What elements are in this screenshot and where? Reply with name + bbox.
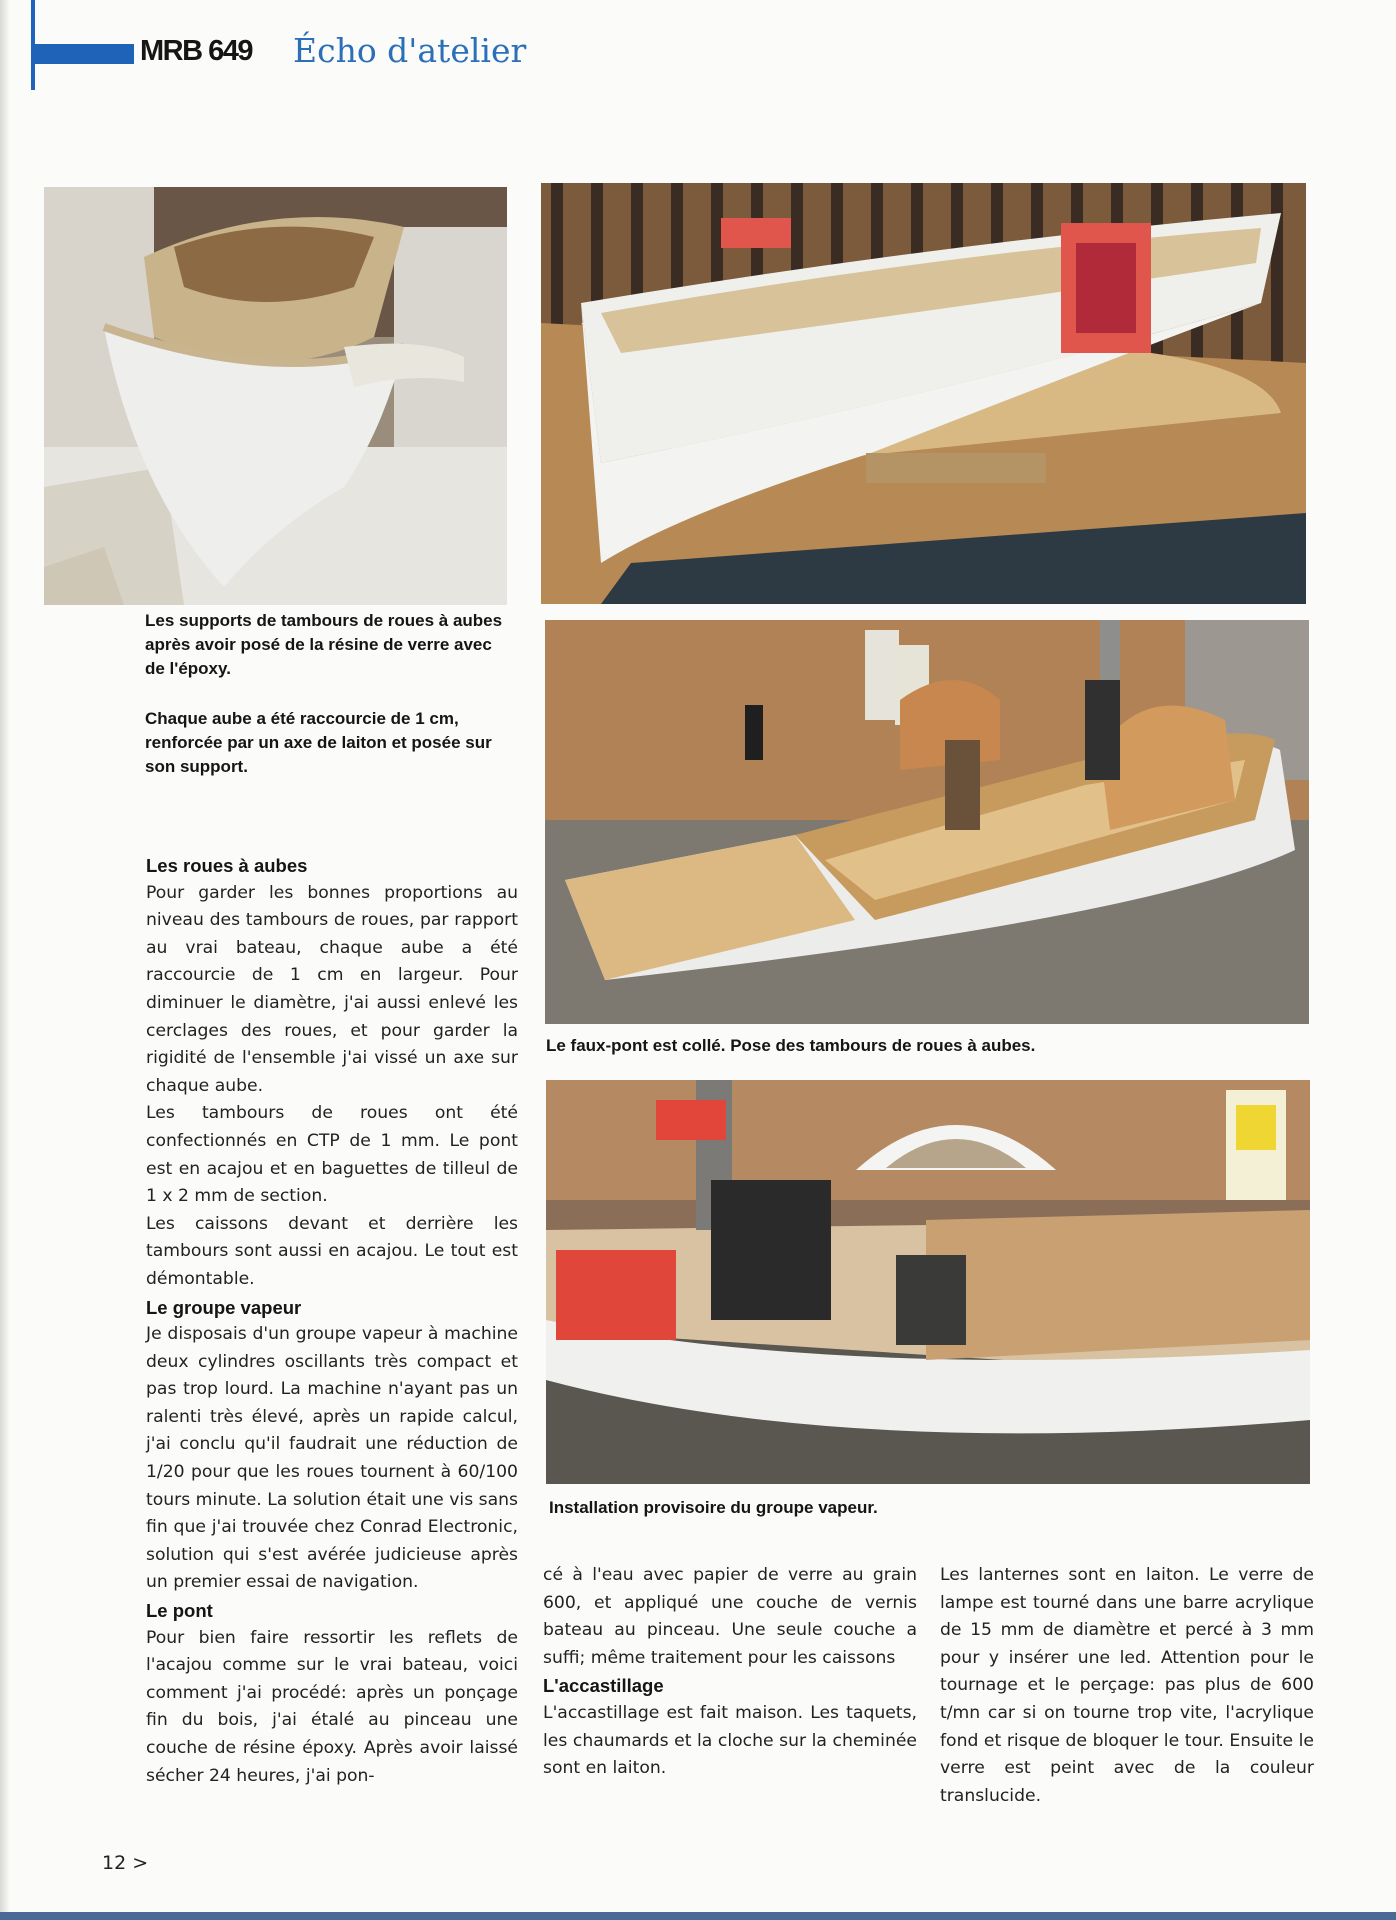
page-number: 12 > <box>102 1852 149 1874</box>
caption-photo4: Installation provisoire du groupe vapeur. <box>549 1498 878 1517</box>
heading-vapeur: Le groupe vapeur <box>146 1296 302 1318</box>
paragraph-lanternes: Les lanternes sont en laiton. Le verre de lampe est tourné dans une barre acrylique de 15 mm de diamètre et percé à 3 mm pour y insérer une led. Attention pour le tournage et le perçage: pas plus de 600 t/mn car si on tourne trop vite, l'acrylique fond et risque de bloquer le tour. Ensuite le verre est peint avec de la couleur translucide. <box>940 1565 1314 1806</box>
heading-roues: Les roues à aubes <box>146 855 308 876</box>
steam-engine-photo <box>546 1080 1310 1484</box>
magazine-issue: MRB 649 <box>140 35 252 67</box>
article-column-3 <box>940 1562 1314 1810</box>
false-deck-photo <box>545 620 1309 1024</box>
paragraph-roues-1: Pour garder les bonnes proportions au niveau des tambours de roues, par rapport au vrai bateau, chaque aube a été raccourcie de 1 cm en largeur. Pour diminuer le diamètre, j'ai aussi enlevé les cerclages des roues, et pour garder la rigidité de l'ensemble j'ai vissé un axe sur chaque aube. <box>146 882 518 1096</box>
hull-side-photo <box>541 183 1306 604</box>
paragraph-accastillage: L'accastillage est fait maison. Les taquets, les chaumards et la cloche sur la cheminée sont en laiton. <box>543 1702 917 1779</box>
page-gutter-shadow <box>0 0 10 1920</box>
page-bottom-edge <box>0 1912 1396 1920</box>
caption-photo1-b: Chaque aube a été raccourcie de 1 cm, renforcée par un axe de laiton et posée sur son support. <box>145 709 492 776</box>
paragraph-vapeur: Je disposais d'un groupe vapeur à machine deux cylindres oscillants très compact et pas trop lourd. La machine n'ayant pas un ralenti très élevé, après un rapide calcul, j'ai conclu qu'il faudrait une réduction de 1/20 pour que les roues tournent à 60/100 tours minute. La solution était une vis sans fin que j'ai trouvée chez Conrad Electronic, solution qui s'est avérée judicieuse après un premier essai de navigation. <box>146 1324 518 1593</box>
paragraph-pont-2: cé à l'eau avec papier de verre au grain 600, et appliqué une couche de vernis bateau au pinceau. Une seule couche a suffi; même traitement pour les caissons <box>543 1565 917 1668</box>
article-column-1 <box>146 852 518 1790</box>
hull-bow-photo <box>44 187 507 605</box>
caption-photo3: Le faux-pont est collé. Pose des tambours de roues à aubes. <box>546 1036 1036 1055</box>
paragraph-roues-3: Les caissons devant et derrière les tambours sont aussi en acajou. Le tout est démontable. <box>146 1213 518 1289</box>
header-accent-bar <box>32 44 134 64</box>
caption-photo1-a: Les supports de tambours de roues à aubes après avoir posé de la résine de verre avec de l'époxy. <box>145 611 503 678</box>
section-title: Écho d'atelier <box>293 31 527 70</box>
paragraph-pont-1: Pour bien faire ressortir les reflets de l'acajou comme sur le vrai bateau, voici comment j'ai procédé: après un ponçage fin du bois, j'ai étalé au pinceau une couche de résine époxy. Après avoir laissé sécher 24 heures, j'ai pon- <box>146 1627 518 1786</box>
heading-pont: Le pont <box>146 1600 213 1622</box>
heading-accastillage: L'accastillage <box>543 1675 664 1697</box>
paragraph-roues-2: Les tambours de roues ont été confectionnés en CTP de 1 mm. Le pont est en acajou et en baguettes de tilleul de 1 x 2 mm de section. <box>146 1103 518 1207</box>
article-column-2 <box>543 1562 917 1783</box>
